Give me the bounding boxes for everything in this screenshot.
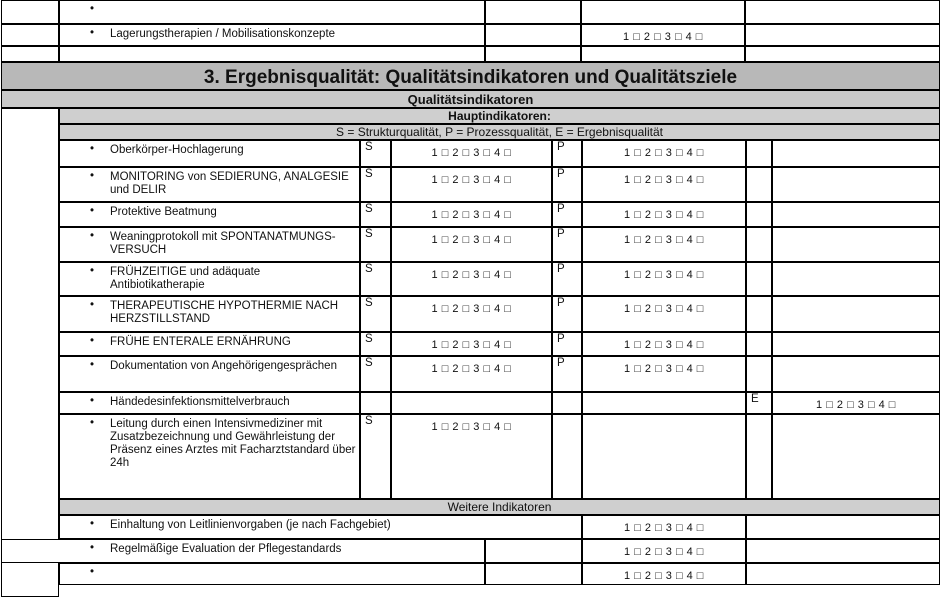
further-row-2-mid <box>485 539 582 563</box>
bullet: • <box>90 265 95 277</box>
rating-scale: 1 □ 2 □ 3 □ 4 □ <box>624 209 704 221</box>
p-category-cell <box>552 140 582 167</box>
p-rating-cell <box>582 414 746 499</box>
e-rating-cell <box>772 202 940 227</box>
indicator-row-7 <box>59 332 360 356</box>
p-rating-cell <box>582 332 746 356</box>
e-category-cell <box>746 202 772 227</box>
e-category-cell <box>746 167 772 202</box>
p-rating-cell <box>582 227 746 262</box>
e-rating-cell <box>772 356 940 392</box>
left-gutter <box>1 108 59 597</box>
e-category-cell <box>746 227 772 262</box>
p-category-letter: P <box>557 203 565 215</box>
spacer-row-scale <box>581 46 745 62</box>
top-row-2-right <box>745 24 940 46</box>
p-category-letter: P <box>557 357 565 369</box>
rating-scale: 1 □ 2 □ 3 □ 4 □ <box>624 363 704 375</box>
s-category-cell <box>360 167 391 202</box>
row-text: Regelmäßige Evaluation der Pflegestandards <box>110 543 342 555</box>
rating-scale: 1 □ 2 □ 3 □ 4 □ <box>431 269 512 281</box>
spacer-row-text <box>59 46 485 62</box>
s-category-cell <box>360 414 391 499</box>
indicator-text: FRÜHZEITIGE und adäquate Antibiotikatherapie <box>110 266 261 291</box>
bullet: • <box>90 299 95 311</box>
rating-scale: 1 □ 2 □ 3 □ 4 □ <box>431 421 512 433</box>
s-rating-cell <box>391 356 552 392</box>
main-indicators-heading: Hauptindikatoren: <box>59 108 940 124</box>
p-category-letter: P <box>557 141 565 153</box>
bullet: • <box>90 335 95 347</box>
top-row-1-scale <box>581 0 745 24</box>
p-rating-cell <box>582 392 746 414</box>
indicator-text: MONITORING von SEDIERUNG, ANALGESIE und DELIR <box>110 171 349 196</box>
top-row-1-text-cell <box>59 0 485 24</box>
rating-scale: 1 □ 2 □ 3 □ 4 □ <box>624 174 704 186</box>
rating-scale: 1 □ 2 □ 3 □ 4 □ <box>816 399 896 411</box>
p-category-letter: P <box>557 297 565 309</box>
e-category-cell <box>746 414 772 499</box>
e-rating-cell <box>772 140 940 167</box>
e-rating-cell <box>772 167 940 202</box>
e-rating-cell <box>772 227 940 262</box>
rating-scale: 1 □ 2 □ 3 □ 4 □ <box>624 339 704 351</box>
bullet: • <box>90 566 95 578</box>
further-row-3-scale <box>582 563 746 585</box>
s-category-letter: S <box>365 203 373 215</box>
rating-scale: 1 □ 2 □ 3 □ 4 □ <box>624 570 704 582</box>
p-rating-cell <box>582 167 746 202</box>
spacer-row-mid <box>485 46 581 62</box>
e-rating-cell <box>772 332 940 356</box>
further-row-3-mid <box>485 563 582 585</box>
indicator-row-3 <box>59 202 360 227</box>
further-row-2-text-cell <box>1 539 485 563</box>
bullet: • <box>90 27 95 39</box>
s-category-letter: S <box>365 415 373 427</box>
top-row-1-right <box>745 0 940 24</box>
indicator-row-10 <box>59 414 360 499</box>
p-rating-cell <box>582 262 746 296</box>
p-category-cell <box>552 227 582 262</box>
e-category-cell <box>746 332 772 356</box>
s-category-cell <box>360 356 391 392</box>
indicator-text: Dokumentation von Angehörigengesprächen <box>110 360 337 372</box>
section-title: 3. Ergebnisqualität: Qualitätsindikatoren und Qualitätsziele <box>1 62 940 90</box>
s-category-cell <box>360 202 391 227</box>
indicator-row-9 <box>59 392 360 414</box>
indicator-row-6 <box>59 296 360 332</box>
spacer-row-right <box>745 46 940 62</box>
further-row-3-right <box>746 563 940 585</box>
s-category-letter: S <box>365 168 373 180</box>
s-rating-cell <box>391 392 552 414</box>
s-rating-cell <box>391 296 552 332</box>
top-row-2-scale <box>581 24 745 46</box>
s-category-letter: S <box>365 141 373 153</box>
s-rating-cell <box>391 332 552 356</box>
e-rating-cell <box>772 414 940 499</box>
e-category-cell <box>746 392 772 414</box>
p-rating-cell <box>582 140 746 167</box>
top-row-1-mid <box>485 0 581 24</box>
indicator-text: Weaningprotokoll mit SPONTANATMUNGS-VERSUCH <box>110 231 336 256</box>
section-subtitle: Qualitätsindikatoren <box>1 90 940 108</box>
bullet: • <box>90 417 95 429</box>
e-category-cell <box>746 296 772 332</box>
bullet: • <box>90 542 95 554</box>
rating-scale: 1 □ 2 □ 3 □ 4 □ <box>624 546 704 558</box>
s-category-cell <box>360 262 391 296</box>
p-category-letter: P <box>557 333 565 345</box>
p-category-letter: P <box>557 228 565 240</box>
bullet: • <box>90 143 95 155</box>
p-category-cell <box>552 332 582 356</box>
further-row-3-text-cell <box>59 563 485 585</box>
p-category-cell <box>552 262 582 296</box>
top-row-2-text-cell <box>59 24 485 46</box>
s-rating-cell <box>391 414 552 499</box>
s-category-cell <box>360 332 391 356</box>
top-row-2-mid <box>485 24 581 46</box>
quality-legend: S = Strukturqualität, P = Prozessqualität, E = Ergebnisqualität <box>59 124 940 140</box>
rating-scale: 1 □ 2 □ 3 □ 4 □ <box>431 234 512 246</box>
s-category-cell <box>360 227 391 262</box>
p-category-cell <box>552 296 582 332</box>
further-row-1-scale <box>582 515 746 539</box>
indicator-text: Leitung durch einen Intensivmediziner mit Zusatzbezeichnung und Gewährleistung der Präsenz eines Arztes mit Facharztstandard über 24h <box>110 418 356 469</box>
s-category-letter: S <box>365 297 373 309</box>
s-category-letter: S <box>365 333 373 345</box>
p-category-cell <box>552 414 582 499</box>
s-category-letter: S <box>365 263 373 275</box>
indicator-row-8 <box>59 356 360 392</box>
indicator-text: Oberkörper-Hochlagerung <box>110 144 244 156</box>
rating-scale: 1 □ 2 □ 3 □ 4 □ <box>624 269 704 281</box>
top-row-2-left <box>1 24 59 46</box>
s-rating-cell <box>391 167 552 202</box>
p-rating-cell <box>582 202 746 227</box>
s-category-cell <box>360 296 391 332</box>
e-rating-cell <box>772 392 940 414</box>
rating-scale: 1 □ 2 □ 3 □ 4 □ <box>431 303 512 315</box>
s-rating-cell <box>391 262 552 296</box>
rating-scale: 1 □ 2 □ 3 □ 4 □ <box>623 31 703 43</box>
rating-scale: 1 □ 2 □ 3 □ 4 □ <box>431 174 512 186</box>
p-category-letter: P <box>557 168 565 180</box>
s-category-cell <box>360 392 391 414</box>
rating-scale: 1 □ 2 □ 3 □ 4 □ <box>431 209 512 221</box>
rating-scale: 1 □ 2 □ 3 □ 4 □ <box>431 339 512 351</box>
indicator-row-2 <box>59 167 360 202</box>
s-category-letter: S <box>365 228 373 240</box>
s-rating-cell <box>391 202 552 227</box>
bullet: • <box>90 205 95 217</box>
indicator-row-5 <box>59 262 360 296</box>
further-row-1-text-cell <box>59 515 582 539</box>
e-category-cell <box>746 140 772 167</box>
bullet: • <box>90 359 95 371</box>
e-category-letter: E <box>751 393 759 405</box>
bullet: • <box>90 230 95 242</box>
p-category-cell <box>552 202 582 227</box>
p-category-cell <box>552 356 582 392</box>
rating-scale: 1 □ 2 □ 3 □ 4 □ <box>431 147 512 159</box>
row-text: Einhaltung von Leitlinienvorgaben (je nach Fachgebiet) <box>110 519 391 531</box>
indicator-text: Händedesinfektionsmittelverbrauch <box>110 396 290 408</box>
p-category-letter: P <box>557 263 565 275</box>
p-rating-cell <box>582 356 746 392</box>
rating-scale: 1 □ 2 □ 3 □ 4 □ <box>431 363 512 375</box>
s-category-cell <box>360 140 391 167</box>
rating-scale: 1 □ 2 □ 3 □ 4 □ <box>624 303 704 315</box>
e-rating-cell <box>772 296 940 332</box>
indicator-row-4 <box>59 227 360 262</box>
s-category-letter: S <box>365 357 373 369</box>
bullet: • <box>90 3 95 15</box>
bullet: • <box>90 395 95 407</box>
further-row-2-right <box>746 539 940 563</box>
further-indicators-heading: Weitere Indikatoren <box>59 499 940 515</box>
further-row-1-right <box>746 515 940 539</box>
bullet: • <box>90 170 95 182</box>
p-category-cell <box>552 167 582 202</box>
rating-scale: 1 □ 2 □ 3 □ 4 □ <box>624 234 704 246</box>
s-rating-cell <box>391 140 552 167</box>
bullet: • <box>90 518 95 530</box>
e-category-cell <box>746 262 772 296</box>
p-category-cell <box>552 392 582 414</box>
spacer-row-left <box>1 46 59 62</box>
e-category-cell <box>746 356 772 392</box>
row-text: Lagerungstherapien / Mobilisationskonzepte <box>110 28 336 40</box>
indicator-row-1 <box>59 140 360 167</box>
indicator-text: THERAPEUTISCHE HYPOTHERMIE NACH HERZSTILLSTAND <box>110 300 339 325</box>
rating-scale: 1 □ 2 □ 3 □ 4 □ <box>624 522 704 534</box>
s-rating-cell <box>391 227 552 262</box>
indicator-text: Protektive Beatmung <box>110 206 217 218</box>
e-rating-cell <box>772 262 940 296</box>
p-rating-cell <box>582 296 746 332</box>
top-row-1-left <box>1 0 59 24</box>
rating-scale: 1 □ 2 □ 3 □ 4 □ <box>624 147 704 159</box>
indicator-text: FRÜHE ENTERALE ERNÄHRUNG <box>110 336 291 348</box>
further-row-2-scale <box>582 539 746 563</box>
